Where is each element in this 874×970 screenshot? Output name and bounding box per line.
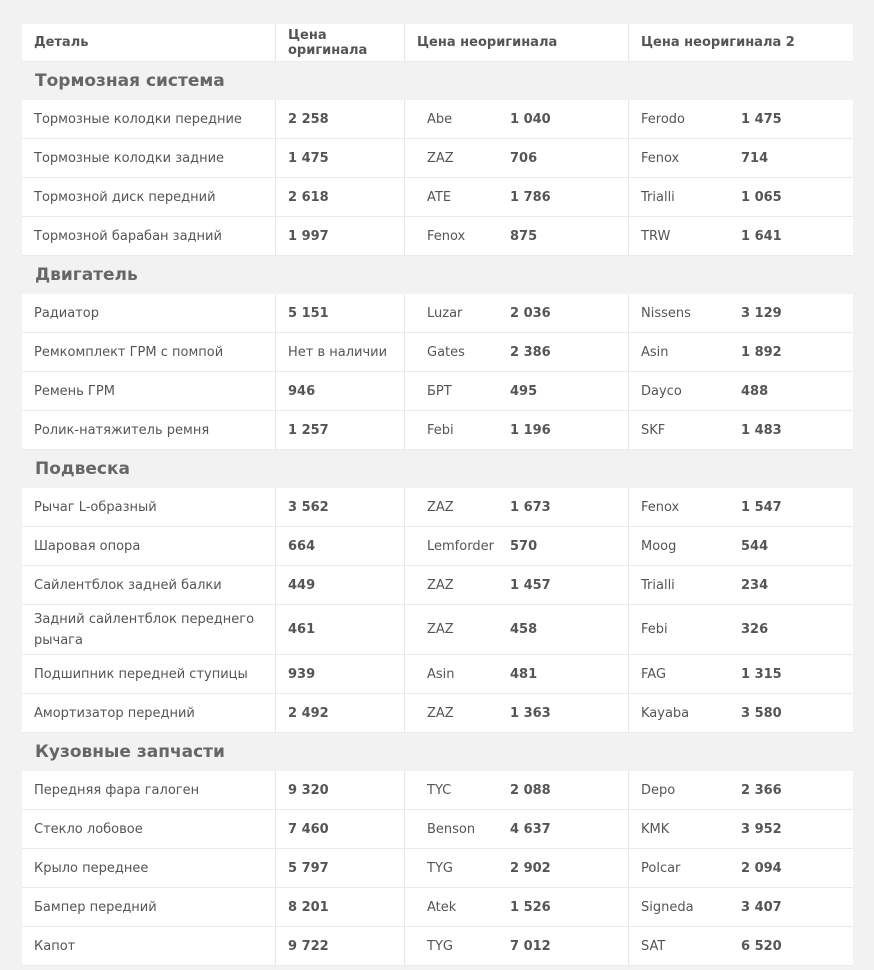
original-price: 3 562 <box>276 488 405 526</box>
table-header <box>22 24 853 62</box>
nonoriginal-brand-2: Moog <box>641 538 677 554</box>
nonoriginal-price-2: 1 892 <box>741 344 782 360</box>
nonoriginal-brand-2: Fenox <box>641 499 680 515</box>
part-name: Ремкомплект ГРМ с помпой <box>22 333 276 371</box>
original-price: 939 <box>276 655 405 693</box>
nonoriginal-price-2: 714 <box>741 150 769 166</box>
nonoriginal-brand-2: KMK <box>641 821 670 837</box>
nonoriginal-price: 481 <box>507 655 629 693</box>
nonoriginal-brand-2: FAG <box>641 666 667 682</box>
nonoriginal-price: 2 902 <box>507 849 629 887</box>
table-row <box>22 178 853 217</box>
table-row <box>22 655 853 694</box>
nonoriginal-brand-2: SAT <box>641 938 666 954</box>
original-price: 1 997 <box>276 217 405 255</box>
nonoriginal-price: 1 673 <box>507 488 629 526</box>
part-name: Капот <box>22 927 276 965</box>
nonoriginal-price-2: 2 094 <box>741 860 782 876</box>
part-name: Подшипник передней ступицы <box>22 655 276 693</box>
nonoriginal-brand-2: Trialli <box>641 189 675 205</box>
table-row <box>22 333 853 372</box>
original-price: 5 151 <box>276 294 405 332</box>
table-row <box>22 566 853 605</box>
section-title: Подвеска <box>22 450 853 488</box>
table-row <box>22 488 853 527</box>
part-name: Тормозные колодки передние <box>22 100 276 138</box>
table-row <box>22 927 853 966</box>
nonoriginal-price-2: 3 580 <box>741 705 782 721</box>
original-price: 8 201 <box>276 888 405 926</box>
section-title: Тормозная система <box>22 62 853 100</box>
nonoriginal-price: 495 <box>507 372 629 410</box>
nonoriginal-price-2: 1 641 <box>741 228 782 244</box>
original-price: 9 320 <box>276 771 405 809</box>
nonoriginal-price-2: 2 366 <box>741 782 782 798</box>
part-name: Стекло лобовое <box>22 810 276 848</box>
nonoriginal-price: 458 <box>507 605 629 654</box>
part-name: Шаровая опора <box>22 527 276 565</box>
price-comparison-table <box>22 24 853 966</box>
nonoriginal-price: 2 386 <box>507 333 629 371</box>
nonoriginal-brand-2: Signeda <box>641 899 694 915</box>
nonoriginal-price: 1 363 <box>507 694 629 732</box>
table-row <box>22 294 853 333</box>
nonoriginal-price-2: 1 547 <box>741 499 782 515</box>
nonoriginal-brand: TYG <box>427 938 453 954</box>
nonoriginal-brand: Atek <box>427 899 457 915</box>
part-name: Ролик-натяжитель ремня <box>22 411 276 449</box>
nonoriginal-price-2: 544 <box>741 538 769 554</box>
nonoriginal-brand-2: Kayaba <box>641 705 690 721</box>
nonoriginal-brand: ZAZ <box>427 150 454 166</box>
nonoriginal-brand-2: Nissens <box>641 305 691 321</box>
table-row <box>22 694 853 733</box>
nonoriginal-price-2: 488 <box>741 383 769 399</box>
table-row <box>22 411 853 450</box>
original-price: 461 <box>276 605 405 654</box>
nonoriginal-brand: БРТ <box>427 383 452 399</box>
part-name: Рычаг L-образный <box>22 488 276 526</box>
section-title: Двигатель <box>22 256 853 294</box>
table-row <box>22 527 853 566</box>
original-price: 946 <box>276 372 405 410</box>
nonoriginal-brand: Asin <box>427 666 455 682</box>
part-name: Передняя фара галоген <box>22 771 276 809</box>
nonoriginal-brand: ZAZ <box>427 499 454 515</box>
nonoriginal-price: 4 637 <box>507 810 629 848</box>
nonoriginal-brand-2: TRW <box>641 228 671 244</box>
header-nonoriginal-price: Цена неоригинала <box>405 24 629 61</box>
header-nonoriginal-price-2: Цена неоригинала 2 <box>641 35 795 50</box>
table-row <box>22 849 853 888</box>
part-name: Тормозной барабан задний <box>22 217 276 255</box>
nonoriginal-price: 2 036 <box>507 294 629 332</box>
original-price: 1 257 <box>276 411 405 449</box>
nonoriginal-brand-2: Depo <box>641 782 676 798</box>
nonoriginal-brand-2: Ferodo <box>641 111 685 127</box>
nonoriginal-price: 1 457 <box>507 566 629 604</box>
nonoriginal-price: 875 <box>507 217 629 255</box>
nonoriginal-brand: Febi <box>427 422 454 438</box>
nonoriginal-brand-2: Trialli <box>641 577 675 593</box>
section-title: Кузовные запчасти <box>22 733 853 771</box>
original-price: 9 722 <box>276 927 405 965</box>
nonoriginal-price-2: 3 129 <box>741 305 782 321</box>
nonoriginal-brand: Luzar <box>427 305 463 321</box>
original-price: 2 492 <box>276 694 405 732</box>
nonoriginal-price: 1 786 <box>507 178 629 216</box>
nonoriginal-price-2: 326 <box>741 622 769 637</box>
nonoriginal-brand: Lemforder <box>427 538 494 554</box>
nonoriginal-brand-2: Febi <box>641 622 668 637</box>
nonoriginal-price-2: 3 952 <box>741 821 782 837</box>
header-part: Деталь <box>22 24 276 61</box>
header-original-price: Цена оригинала <box>276 24 405 61</box>
table-row <box>22 771 853 810</box>
original-price: 449 <box>276 566 405 604</box>
part-name: Тормозной диск передний <box>22 178 276 216</box>
table-row <box>22 372 853 411</box>
nonoriginal-price-2: 1 065 <box>741 189 782 205</box>
nonoriginal-brand-2: Polcar <box>641 860 681 876</box>
original-price: 5 797 <box>276 849 405 887</box>
nonoriginal-brand: Benson <box>427 821 476 837</box>
nonoriginal-brand: ATE <box>427 189 452 205</box>
nonoriginal-price-2: 6 520 <box>741 938 782 954</box>
original-price: 1 475 <box>276 139 405 177</box>
nonoriginal-brand-2: Asin <box>641 344 669 360</box>
nonoriginal-brand: Gates <box>427 344 465 360</box>
original-price: 7 460 <box>276 810 405 848</box>
nonoriginal-price-2: 1 315 <box>741 666 782 682</box>
nonoriginal-price: 706 <box>507 139 629 177</box>
nonoriginal-brand: TYC <box>427 782 452 798</box>
table-row <box>22 810 853 849</box>
table-row <box>22 605 853 655</box>
nonoriginal-price-2: 3 407 <box>741 899 782 915</box>
table-row <box>22 888 853 927</box>
original-price: Нет в наличии <box>276 333 405 371</box>
part-name: Радиатор <box>22 294 276 332</box>
nonoriginal-price: 1 526 <box>507 888 629 926</box>
nonoriginal-brand: Fenox <box>427 228 466 244</box>
nonoriginal-price: 1 040 <box>507 100 629 138</box>
part-name: Амортизатор передний <box>22 694 276 732</box>
part-name: Задний сайлентблок переднего рычага <box>22 605 276 654</box>
nonoriginal-price: 7 012 <box>507 927 629 965</box>
nonoriginal-brand: Abe <box>427 111 453 127</box>
nonoriginal-price-2: 1 475 <box>741 111 782 127</box>
part-name: Бампер передний <box>22 888 276 926</box>
nonoriginal-brand-2: SKF <box>641 422 666 438</box>
table-row <box>22 217 853 256</box>
nonoriginal-price: 2 088 <box>507 771 629 809</box>
table-row <box>22 139 853 178</box>
nonoriginal-brand: ZAZ <box>427 622 454 637</box>
nonoriginal-brand: ZAZ <box>427 577 454 593</box>
table-row <box>22 100 853 139</box>
original-price: 2 258 <box>276 100 405 138</box>
original-price: 2 618 <box>276 178 405 216</box>
nonoriginal-price-2: 1 483 <box>741 422 782 438</box>
part-name: Тормозные колодки задние <box>22 139 276 177</box>
original-price: 664 <box>276 527 405 565</box>
nonoriginal-brand: ZAZ <box>427 705 454 721</box>
nonoriginal-price: 1 196 <box>507 411 629 449</box>
nonoriginal-brand: TYG <box>427 860 453 876</box>
nonoriginal-price: 570 <box>507 527 629 565</box>
part-name: Ремень ГРМ <box>22 372 276 410</box>
nonoriginal-price-2: 234 <box>741 577 769 593</box>
nonoriginal-brand-2: Fenox <box>641 150 680 166</box>
part-name: Крыло переднее <box>22 849 276 887</box>
nonoriginal-brand-2: Dayco <box>641 383 682 399</box>
part-name: Сайлентблок задней балки <box>22 566 276 604</box>
